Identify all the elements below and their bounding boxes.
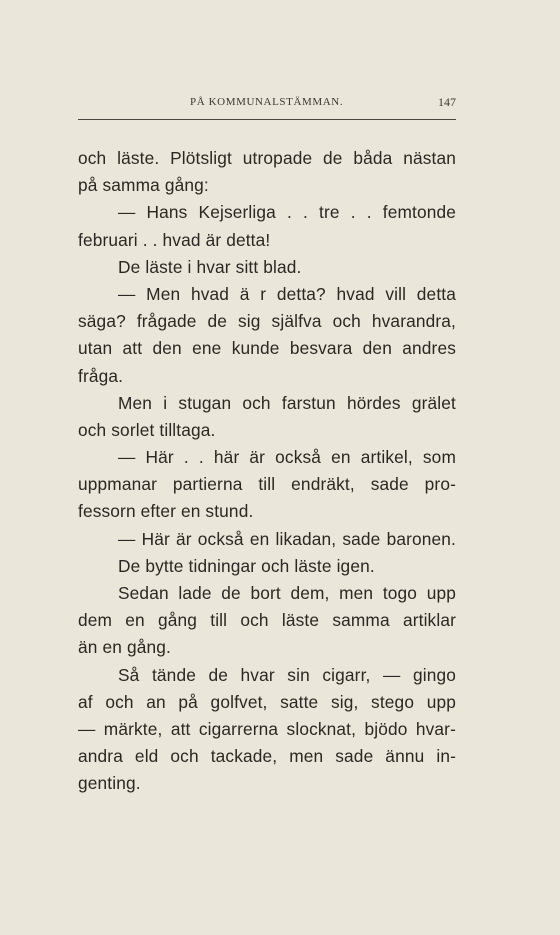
text-line: af och an på golfvet, satte sig, stego upp: [78, 691, 456, 712]
text-line: uppmanar partierna till endräkt, sade pro-: [78, 474, 456, 495]
text-line: — Men hvad ä r detta? hvad vill detta: [118, 283, 456, 304]
text-line: säga? frågade de sig själfva och hvarandra,: [78, 311, 456, 332]
text-line: än en gång.: [78, 637, 171, 658]
running-header: [78, 96, 456, 112]
text-line: och sorlet tilltaga.: [78, 419, 216, 440]
text-line: fessorn efter en stund.: [78, 501, 254, 522]
body-text: [78, 145, 456, 798]
text-line: De läste i hvar sitt blad.: [118, 256, 302, 277]
text-line: — Hans Kejserliga . . tre . . femtonde: [118, 202, 456, 223]
text-line: fråga.: [78, 365, 124, 386]
text-line: andra eld och tackade, men sade ännu in-: [78, 746, 456, 767]
text-line: och läste. Plötsligt utropade de båda nästan: [78, 148, 456, 168]
text-line: på samma gång:: [78, 175, 209, 196]
text-line: genting.: [78, 773, 141, 794]
text-line: Sedan lade de bort dem, men togo upp: [118, 583, 456, 603]
text-line: — Här är också en likadan, sade baronen.: [118, 528, 456, 549]
text-line: — Här . . här är också en artikel, som: [118, 447, 456, 468]
running-title: PÅ KOMMUNALSTÄMMAN.: [190, 96, 344, 108]
text-line: De bytte tidningar och läste igen.: [118, 555, 375, 576]
text-line: Så tände de hvar sin cigarr, — gingo: [118, 664, 456, 685]
text-line: dem en gång till och läste samma artiklar: [78, 610, 456, 631]
text-line: Men i stugan och farstun hördes grälet: [118, 392, 456, 413]
text-line: utan att den ene kunde besvara den andres: [78, 338, 456, 359]
text-line: — märkte, att cigarrerna slocknat, bjödo hvar-: [78, 718, 456, 739]
header-rule: [78, 119, 456, 120]
text-line: februari . . hvad är detta!: [78, 229, 271, 250]
page-number: 147: [438, 95, 456, 109]
